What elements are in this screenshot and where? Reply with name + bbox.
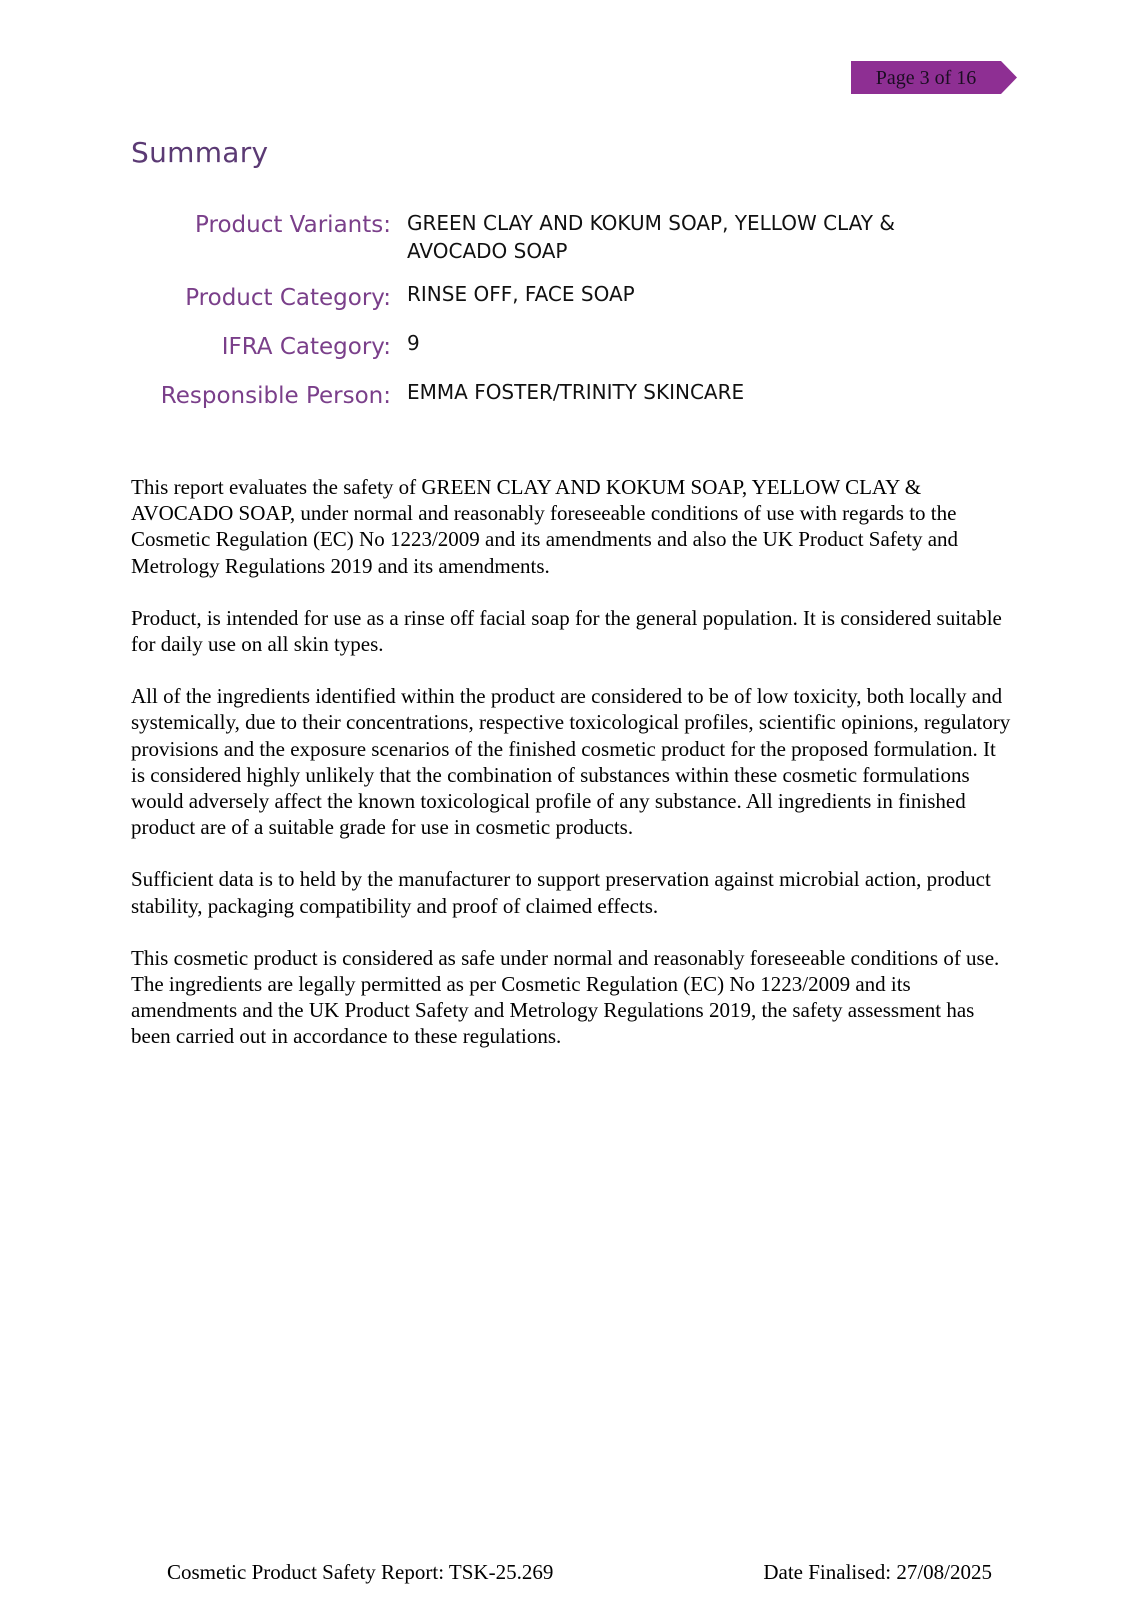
product-variants-value: GREEN CLAY AND KOKUM SOAP, YELLOW CLAY & AVOCADO SOAP <box>407 211 895 263</box>
report-body <box>131 474 1011 1076</box>
body-paragraph-intended-use: Product, is intended for use as a rinse off facial soap for the general population. It is considered suitable for daily use on all skin types. <box>131 605 1002 657</box>
ifra-category-value: 9 <box>407 331 420 355</box>
body-paragraph-data: Sufficient data is to held by the manufacturer to support preservation against microbial action, product stability, packaging compatibility and proof of claimed effects. <box>131 867 991 918</box>
footer-date-finalised: Date Finalised: 27/08/2025 <box>763 1560 992 1584</box>
page-indicator-badge <box>851 61 1017 94</box>
responsible-person-value: EMMA FOSTER/TRINITY SKINCARE <box>407 380 745 404</box>
body-paragraph-conclusion: This cosmetic product is considered as safe under normal and reasonably foreseeable conditions of use. The ingredients are legally permitted as per Cosmetic Regulation (EC) No 1223/2009 and its amendments and the UK Product Safety and Metrology Regulations 2019, the safety assessment has been carried out in accordance to these regulations. <box>131 945 1000 1049</box>
responsible-person-label: Responsible Person: <box>160 383 391 409</box>
product-category-value: RINSE OFF, FACE SOAP <box>407 282 635 306</box>
summary-heading: Summary <box>131 136 269 169</box>
product-category-label: Product Category: <box>185 285 391 311</box>
body-paragraph-scope: This report evaluates the safety of GREEN CLAY AND KOKUM SOAP, YELLOW CLAY & AVOCADO SOAP, under normal and reasonably foreseeable conditions of use with regards to the Cosmetic Regulation (EC) No 1223/2009 and its amendments and also the UK Product Safety and Metrology Regulations 2019 and its amendments. <box>131 475 959 578</box>
product-variants-label: Product Variants: <box>195 212 391 238</box>
footer-report-id: Cosmetic Product Safety Report: TSK-25.269 <box>167 1560 554 1584</box>
ifra-category-label: IFRA Category: <box>221 334 391 360</box>
body-paragraph-ingredients: All of the ingredients identified within the product are considered to be of low toxicity, both locally and systemically, due to their concentrations, respective toxicological profiles, scientific opinions, regulatory provisions and the exposure scenarios of the finished cosmetic product for the proposed formulation. It is considered highly unlikely that the combination of substances within these cosmetic formulations would adversely affect the known toxicological profile of any substance. All ingredients in finished product are of a suitable grade for use in cosmetic products. <box>131 684 1011 840</box>
page-indicator-text: Page 3 of 16 <box>875 67 977 89</box>
